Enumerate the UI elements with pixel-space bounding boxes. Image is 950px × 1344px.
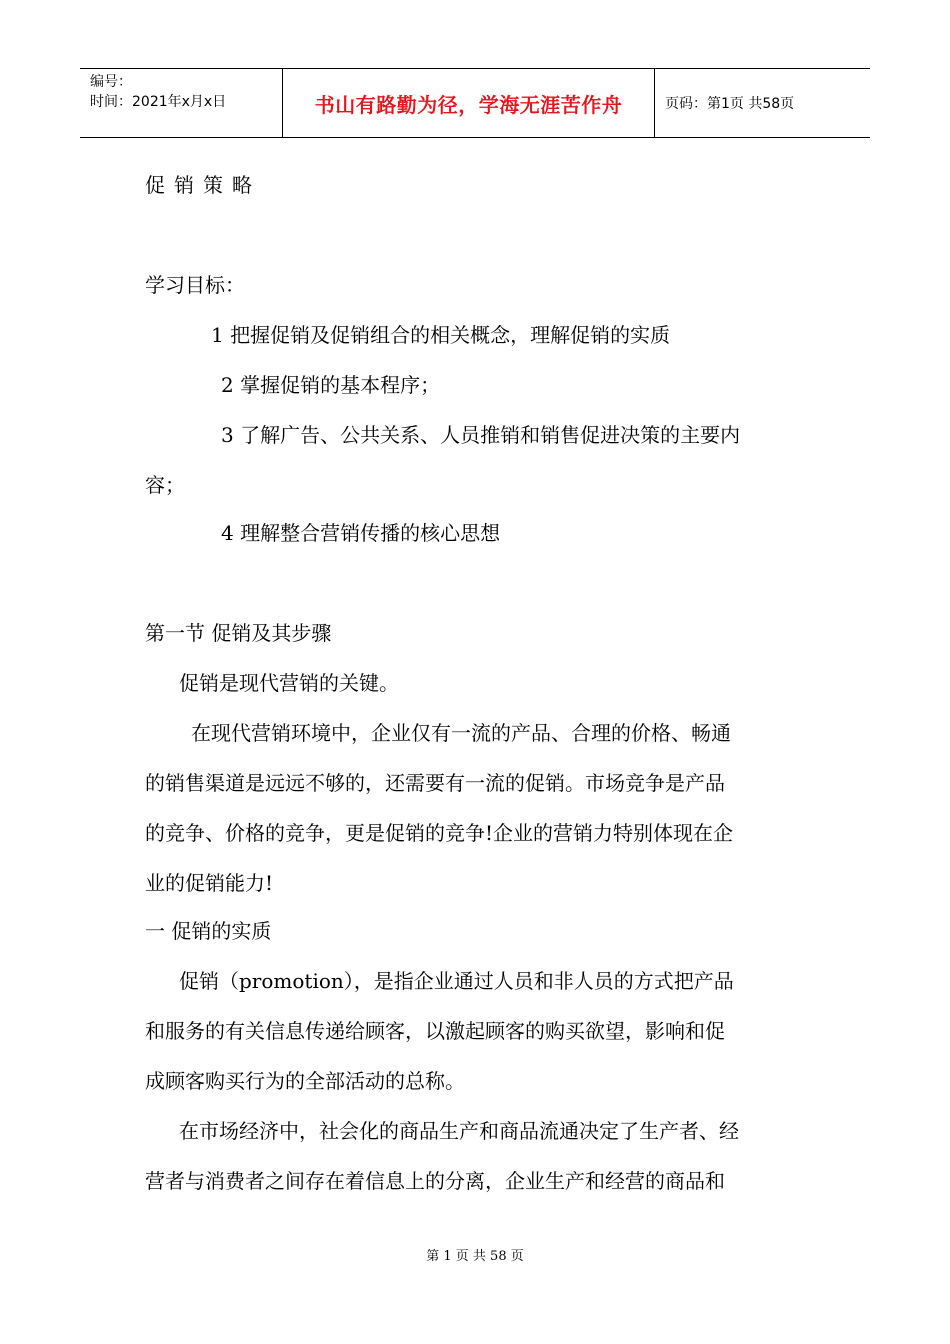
objective-item: 3 了解广告、公共关系、人员推销和销售促进决策的主要内	[221, 423, 741, 447]
objectives-heading: 学习目标：	[145, 273, 245, 297]
paragraph: 在现代营销环境中，企业仅有一流的产品、合理的价格、畅通	[191, 721, 731, 745]
paragraph-line: 业的促销能力!	[145, 871, 274, 895]
objective-item: 4 理解整合营销传播的核心思想	[221, 521, 501, 545]
paragraph: 在市场经济中，社会化的商品生产和商品流通决定了生产者、经	[179, 1119, 739, 1143]
page-footer: 第 1 页 共 58 页	[426, 1249, 524, 1264]
objective-item: 2 掌握促销的基本程序；	[221, 373, 441, 397]
page-header	[80, 68, 870, 138]
header-page-info: 页码：第1页 共58页	[665, 96, 795, 112]
paragraph-line: 的销售渠道是远远不够的，还需要有一流的促销。市场竞争是产品	[145, 771, 725, 795]
header-meta	[80, 69, 282, 137]
time-label: 时间：2021年x月x日	[90, 94, 227, 110]
document-title: 促销策略	[145, 173, 261, 197]
header-motto: 书山有路勤为径，学海无涯苦作舟	[282, 69, 655, 137]
paragraph: 促销是现代营销的关键。	[179, 671, 399, 695]
subsection-heading: 一 促销的实质	[145, 919, 272, 943]
paragraph-line: 营者与消费者之间存在着信息上的分离，企业生产和经营的商品和	[145, 1169, 725, 1193]
objective-item-continued: 容；	[145, 473, 185, 497]
paragraph: 促销（promotion），是指企业通过人员和非人员的方式把产品	[179, 969, 734, 993]
paragraph-line: 和服务的有关信息传递给顾客，以激起顾客的购买欲望，影响和促	[145, 1019, 725, 1043]
paragraph-line: 成顾客购买行为的全部活动的总称。	[145, 1069, 465, 1093]
paragraph-line: 的竞争、价格的竞争，更是促销的竞争!企业的营销力特别体现在企	[145, 821, 734, 845]
objective-item: 1 把握促销及促销组合的相关概念，理解促销的实质	[211, 323, 671, 347]
section-heading: 第一节 促销及其步骤	[145, 621, 332, 645]
number-label: 编号：	[90, 74, 132, 90]
